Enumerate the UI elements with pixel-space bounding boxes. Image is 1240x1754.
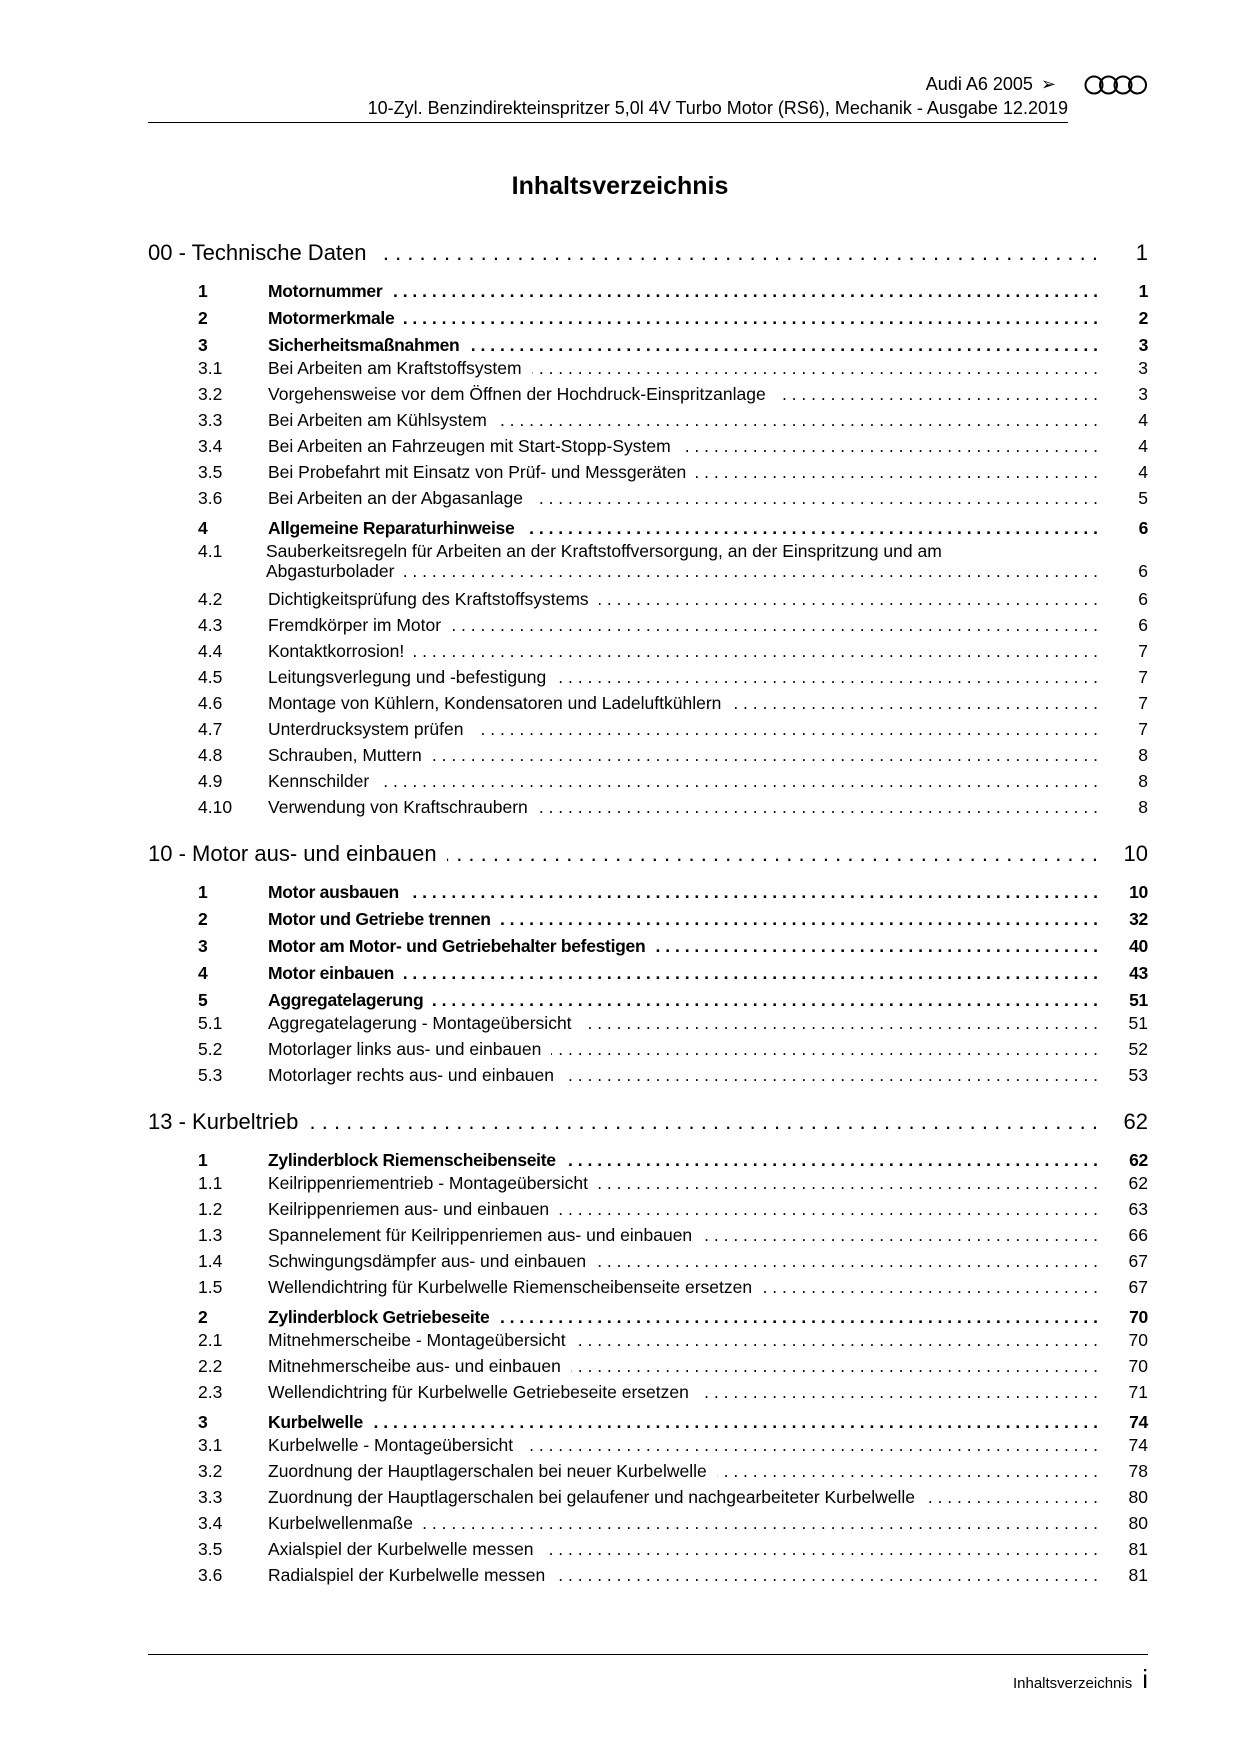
toc-subsection-entry[interactable]	[148, 745, 1148, 771]
subsection-page-number: 7	[1138, 641, 1148, 661]
subsection-number: 4.9	[198, 771, 223, 791]
subsection-title: Aggregatelagerung - Montageübersicht	[268, 1013, 572, 1033]
subsection-page-number: 4	[1138, 462, 1148, 482]
dot-leader	[564, 1065, 1098, 1086]
subsection-title: Radialspiel der Kurbelwelle messen	[268, 1565, 546, 1585]
subsection-number: 5.2	[198, 1039, 223, 1059]
dot-leader	[699, 1382, 1098, 1403]
section-page-number: 62	[1129, 1150, 1148, 1170]
section-title: Allgemeine Reparaturhinweise	[268, 518, 515, 538]
dot-leader	[571, 1356, 1098, 1377]
dot-leader	[497, 410, 1098, 431]
subsection-page-number: 4	[1138, 436, 1148, 456]
footer-divider	[148, 1654, 1148, 1655]
toc-subsection-entry[interactable]	[148, 410, 1148, 436]
subsection-number: 4.7	[198, 719, 223, 739]
section-title: Motor am Motor- und Getriebehalter befestigen	[268, 936, 646, 956]
toc-subsection-entry[interactable]	[148, 641, 1148, 667]
dot-leader	[576, 1330, 1098, 1351]
toc-section-entry[interactable]	[148, 277, 1148, 304]
subsection-number: 3.2	[198, 1461, 223, 1481]
toc-subsection-entry[interactable]	[148, 1065, 1148, 1091]
subsection-page-number: 8	[1138, 771, 1148, 791]
subsection-number: 4.4	[198, 641, 223, 661]
subsection-title: Fremdkörper im Motor	[268, 615, 442, 635]
subsection-number: 4.1	[198, 541, 223, 561]
dot-leader	[925, 1487, 1098, 1508]
dot-leader	[681, 436, 1098, 457]
toc-section-entry[interactable]	[148, 878, 1148, 905]
dot-leader	[373, 1412, 1098, 1433]
dot-leader	[696, 462, 1098, 483]
subsection-page-number: 6	[1138, 615, 1148, 635]
subsection-title: Wellendichtring für Kurbelwelle Riemenscheibenseite ersetzen	[268, 1277, 753, 1297]
section-number: 1	[198, 1150, 208, 1170]
subsection-number: 3.2	[198, 384, 223, 404]
toc-subsection-entry[interactable]	[148, 358, 1148, 384]
page-footer	[1013, 1664, 1148, 1695]
toc-chapter-entry[interactable]	[148, 841, 1148, 878]
subsection-title: Kurbelwelle - Montageübersicht	[268, 1435, 514, 1455]
subsection-number: 2.2	[198, 1356, 223, 1376]
toc-subsection-entry[interactable]	[148, 589, 1148, 615]
dot-leader	[447, 841, 1098, 867]
subsection-number: 4.6	[198, 693, 223, 713]
toc-section-entry[interactable]	[148, 304, 1148, 331]
dot-leader	[392, 281, 1098, 302]
dot-leader	[423, 1513, 1098, 1534]
toc-subsection-entry[interactable]	[148, 1461, 1148, 1487]
toc-section-entry[interactable]	[148, 905, 1148, 932]
subsection-page-number: 53	[1128, 1065, 1148, 1085]
toc-subsection-entry[interactable]	[148, 1487, 1148, 1513]
subsection-number: 1.5	[198, 1277, 223, 1297]
subsection-number: 1.1	[198, 1173, 223, 1193]
toc-section-entry[interactable]	[148, 986, 1148, 1013]
subsection-title: Bei Probefahrt mit Einsatz von Prüf- und Messgeräten	[268, 462, 687, 482]
subsection-number: 1.3	[198, 1225, 223, 1245]
toc-section-entry[interactable]	[148, 331, 1148, 358]
section-number: 3	[198, 1412, 208, 1432]
subsection-title: Verwendung von Kraftschraubern	[268, 797, 528, 817]
section-title: Motor einbauen	[268, 963, 395, 983]
dot-leader	[308, 1109, 1098, 1135]
header-subtitle: 10-Zyl. Benzindirekteinspritzer 5,0l 4V Turbo Motor (RS6), Mechanik - Ausgabe 12.2019	[367, 98, 1068, 118]
dot-leader	[599, 589, 1098, 610]
dot-leader	[524, 518, 1098, 539]
page-title: Inhaltsverzeichnis	[511, 172, 729, 200]
subsection-page-number: 4	[1138, 410, 1148, 430]
section-page-number: 74	[1129, 1412, 1148, 1432]
subsection-title: Schwingungsdämpfer aus- und einbauen	[268, 1251, 587, 1271]
section-page-number: 40	[1129, 936, 1148, 956]
chapter-title: 13 - Kurbeltrieb	[148, 1109, 299, 1134]
dot-leader	[559, 1199, 1098, 1220]
subsection-page-number: 70	[1128, 1356, 1148, 1376]
subsection-page-number: 81	[1128, 1539, 1148, 1559]
dot-leader	[451, 615, 1098, 636]
section-page-number: 51	[1129, 990, 1148, 1010]
section-title: Sicherheitsmaßnahmen	[268, 335, 460, 355]
subsection-page-number: 67	[1128, 1251, 1148, 1271]
chapter-title: 10 - Motor aus- und einbauen	[148, 841, 437, 866]
section-page-number: 32	[1129, 909, 1148, 929]
dot-leader	[731, 693, 1098, 714]
subsection-title: Bei Arbeiten am Kraftstoffsystem	[268, 358, 522, 378]
section-page-number: 43	[1129, 963, 1148, 983]
toc-subsection-entry[interactable]	[148, 1513, 1148, 1539]
dot-leader	[499, 1307, 1098, 1328]
toc-subsection-entry[interactable]	[148, 1173, 1148, 1199]
section-page-number: 70	[1129, 1307, 1148, 1327]
dot-leader	[533, 488, 1098, 509]
toc-subsection-entry[interactable]	[148, 1199, 1148, 1225]
toc-section-entry[interactable]	[148, 1303, 1148, 1330]
toc-subsection-entry[interactable]	[148, 667, 1148, 693]
dot-leader	[544, 1539, 1098, 1560]
toc-subsection-entry[interactable]	[148, 436, 1148, 462]
audi-rings-icon	[1084, 74, 1148, 96]
dot-leader	[655, 936, 1098, 957]
dot-leader	[501, 909, 1098, 930]
subsection-page-number: 71	[1128, 1382, 1148, 1402]
section-number: 3	[198, 936, 208, 956]
subsection-title: Spannelement für Keilrippenriemen aus- und einbauen	[268, 1225, 693, 1245]
subsection-title-line1: Sauberkeitsregeln für Arbeiten an der Kraftstoffversorgung, an der Einspritzung und am	[266, 541, 942, 561]
toc-subsection-entry[interactable]	[148, 1277, 1148, 1303]
section-title: Motor und Getriebe trennen	[268, 909, 491, 929]
toc-chapter-entry[interactable]	[148, 1109, 1148, 1146]
dot-leader	[404, 963, 1098, 984]
dot-leader	[555, 1565, 1098, 1586]
section-title: Motormerkmale	[268, 308, 395, 328]
section-title: Zylinderblock Getriebeseite	[268, 1307, 490, 1327]
subsection-number: 3.5	[198, 462, 223, 482]
subsection-title: Bei Arbeiten an der Abgasanlage	[268, 488, 523, 508]
header-model: Audi A6 2005	[925, 74, 1033, 94]
footer-label: Inhaltsverzeichnis	[1012, 1675, 1133, 1692]
toc-subsection-entry[interactable]	[148, 462, 1148, 488]
subsection-title: Montage von Kühlern, Kondensatoren und Ladeluftkühlern	[268, 693, 722, 713]
subsection-title: Bei Arbeiten an Fahrzeugen mit Start-Stopp-System	[268, 436, 671, 456]
subsection-number: 4.3	[198, 615, 223, 635]
subsection-title: Zuordnung der Hauptlagerschalen bei gelaufener und nachgearbeiteter Kurbelwelle	[268, 1487, 915, 1507]
subsection-title: Mitnehmerscheibe aus- und einbauen	[268, 1356, 561, 1376]
subsection-title-line2-row	[266, 561, 1148, 582]
subsection-number: 3.1	[198, 1435, 223, 1455]
dot-leader	[377, 240, 1098, 266]
dot-leader	[379, 771, 1098, 792]
toc-subsection-entry[interactable]	[148, 1330, 1148, 1356]
subsection-page-number: 80	[1128, 1487, 1148, 1507]
toc-subsection-entry[interactable]	[148, 1039, 1148, 1065]
toc-subsection-entry[interactable]	[148, 384, 1148, 410]
subsection-title: Schrauben, Muttern	[268, 745, 422, 765]
subsection-number: 3.3	[198, 410, 223, 430]
subsection-number: 3.4	[198, 436, 223, 456]
section-title: Motor ausbauen	[268, 882, 399, 902]
subsection-page-number: 6	[1138, 561, 1148, 581]
section-number: 4	[198, 518, 208, 538]
subsection-title: Keilrippenriemen aus- und einbauen	[268, 1199, 550, 1219]
toc-subsection-entry[interactable]	[148, 488, 1148, 514]
chapter-title: 00 - Technische Daten	[148, 240, 367, 265]
toc-subsection-entry[interactable]	[148, 797, 1148, 823]
subsection-page-number: 5	[1138, 488, 1148, 508]
subsection-title: Kennschilder	[268, 771, 370, 791]
dot-leader	[433, 990, 1098, 1011]
toc-subsection-entry[interactable]	[148, 1539, 1148, 1565]
subsection-number: 5.1	[198, 1013, 223, 1033]
toc-subsection-entry[interactable]	[148, 719, 1148, 745]
chapter-page-number: 10	[1123, 841, 1148, 866]
chapter-page-number: 1	[1135, 240, 1148, 265]
dot-leader	[523, 1435, 1098, 1456]
dot-leader	[566, 1150, 1098, 1171]
subsection-page-number: 3	[1138, 358, 1148, 378]
subsection-number: 3.6	[198, 488, 223, 508]
dot-leader	[551, 1039, 1098, 1060]
subsection-number: 3.6	[198, 1565, 223, 1585]
toc-subsection-entry[interactable]	[148, 615, 1148, 641]
section-number: 1	[198, 281, 208, 301]
subsection-page-number: 74	[1128, 1435, 1148, 1455]
dot-leader	[598, 1173, 1098, 1194]
subsection-page-number: 66	[1128, 1225, 1148, 1245]
toc-subsection-entry[interactable]	[148, 541, 1148, 589]
subsection-title: Axialspiel der Kurbelwelle messen	[268, 1539, 534, 1559]
dot-leader	[762, 1277, 1098, 1298]
subsection-page-number: 63	[1128, 1199, 1148, 1219]
dot-leader	[596, 1251, 1098, 1272]
subsection-number: 3.1	[198, 358, 223, 378]
section-number: 2	[198, 909, 208, 929]
page-header	[148, 70, 1148, 122]
arrow-icon: ➢	[1040, 74, 1056, 94]
subsection-page-number: 7	[1138, 693, 1148, 713]
subsection-number: 2.3	[198, 1382, 223, 1402]
section-page-number: 3	[1138, 335, 1148, 355]
toc-subsection-entry[interactable]	[148, 1435, 1148, 1461]
toc-subsection-entry[interactable]	[148, 1225, 1148, 1251]
subsection-title: Zuordnung der Hauptlagerschalen bei neuer Kurbelwelle	[268, 1461, 707, 1481]
subsection-number: 4.8	[198, 745, 223, 765]
subsection-title: Unterdrucksystem prüfen	[268, 719, 464, 739]
dot-leader	[414, 641, 1098, 662]
section-page-number: 1	[1138, 281, 1148, 301]
subsection-page-number: 52	[1128, 1039, 1148, 1059]
subsection-title: Motorlager rechts aus- und einbauen	[268, 1065, 555, 1085]
subsection-page-number: 70	[1128, 1330, 1148, 1350]
toc-section-entry[interactable]	[148, 932, 1148, 959]
subsection-number: 2.1	[198, 1330, 223, 1350]
subsection-page-number: 6	[1138, 589, 1148, 609]
subsection-number: 1.4	[198, 1251, 223, 1271]
dot-leader	[409, 882, 1098, 903]
subsection-page-number: 7	[1138, 719, 1148, 739]
section-page-number: 6	[1138, 518, 1148, 538]
toc-subsection-entry[interactable]	[148, 1565, 1148, 1591]
dot-leader	[776, 384, 1098, 405]
header-divider	[148, 122, 1068, 123]
section-number: 2	[198, 1307, 208, 1327]
dot-leader	[538, 797, 1098, 818]
subsection-number: 4.5	[198, 667, 223, 687]
subsection-number: 3.5	[198, 1539, 223, 1559]
section-title: Motornummer	[268, 281, 383, 301]
subsection-title: Wellendichtring für Kurbelwelle Getriebeseite ersetzen	[268, 1382, 689, 1402]
toc-section-entry[interactable]	[148, 514, 1148, 541]
section-number: 2	[198, 308, 208, 328]
dot-leader	[404, 308, 1098, 329]
subsection-title: Motorlager links aus- und einbauen	[268, 1039, 542, 1059]
section-number: 5	[198, 990, 208, 1010]
subsection-number: 4.10	[198, 797, 233, 817]
toc-section-entry[interactable]	[148, 1146, 1148, 1173]
subsection-page-number: 80	[1128, 1513, 1148, 1533]
dot-leader	[582, 1013, 1098, 1034]
section-number: 3	[198, 335, 208, 355]
subsection-title-line2: Abgasturbolader	[266, 561, 395, 581]
subsection-title: Keilrippenriementrieb - Montageübersicht	[268, 1173, 589, 1193]
subsection-page-number: 51	[1128, 1013, 1148, 1033]
toc-chapter-entry[interactable]	[148, 240, 1148, 277]
subsection-page-number: 8	[1138, 797, 1148, 817]
section-number: 1	[198, 882, 208, 902]
dot-leader	[474, 719, 1099, 740]
dot-leader	[432, 745, 1098, 766]
dot-leader	[717, 1461, 1098, 1482]
subsection-title: Bei Arbeiten am Kühlsystem	[268, 410, 487, 430]
subsection-title: Kontaktkorrosion!	[268, 641, 405, 661]
dot-leader	[702, 1225, 1098, 1246]
subsection-page-number: 8	[1138, 745, 1148, 765]
section-title: Zylinderblock Riemenscheibenseite	[268, 1150, 556, 1170]
toc-subsection-entry[interactable]	[148, 1356, 1148, 1382]
subsection-number: 1.2	[198, 1199, 223, 1219]
subsection-number: 3.4	[198, 1513, 223, 1533]
toc-subsection-entry[interactable]	[148, 1382, 1148, 1408]
chapter-page-number: 62	[1123, 1109, 1148, 1134]
footer-page-number: i	[1142, 1664, 1148, 1694]
subsection-title: Vorgehensweise vor dem Öffnen der Hochdruck-Einspritzanlage	[268, 384, 766, 404]
dot-leader	[532, 358, 1098, 379]
subsection-number: 3.3	[198, 1487, 223, 1507]
section-title: Kurbelwelle	[268, 1412, 363, 1432]
subsection-title: Dichtigkeitsprüfung des Kraftstoffsystems	[268, 589, 589, 609]
toc-subsection-entry[interactable]	[148, 693, 1148, 719]
subsection-page-number: 3	[1138, 384, 1148, 404]
subsection-page-number: 62	[1128, 1173, 1148, 1193]
toc-section-entry[interactable]	[148, 1408, 1148, 1435]
subsection-title: Mitnehmerscheibe - Montageübersicht	[268, 1330, 566, 1350]
section-number: 4	[198, 963, 208, 983]
section-title: Aggregatelagerung	[268, 990, 424, 1010]
toc-subsection-entry[interactable]	[148, 1013, 1148, 1039]
toc-section-entry[interactable]	[148, 959, 1148, 986]
subsection-title: Leitungsverlegung und -befestigung	[268, 667, 547, 687]
subsection-page-number: 81	[1128, 1565, 1148, 1585]
dot-leader	[469, 335, 1098, 356]
subsection-title: Kurbelwellenmaße	[268, 1513, 413, 1533]
subsection-number: 4.2	[198, 589, 223, 609]
subsection-page-number: 67	[1128, 1277, 1148, 1297]
header-model-line	[926, 74, 1056, 95]
table-of-contents	[148, 240, 1148, 1591]
dot-leader	[556, 667, 1098, 688]
toc-subsection-entry[interactable]	[148, 771, 1148, 797]
section-page-number: 10	[1129, 882, 1148, 902]
section-page-number: 2	[1138, 308, 1148, 328]
subsection-page-number: 7	[1138, 667, 1148, 687]
dot-leader	[404, 561, 1098, 582]
subsection-page-number: 78	[1128, 1461, 1148, 1481]
subsection-number: 5.3	[198, 1065, 223, 1085]
toc-subsection-entry[interactable]	[148, 1251, 1148, 1277]
